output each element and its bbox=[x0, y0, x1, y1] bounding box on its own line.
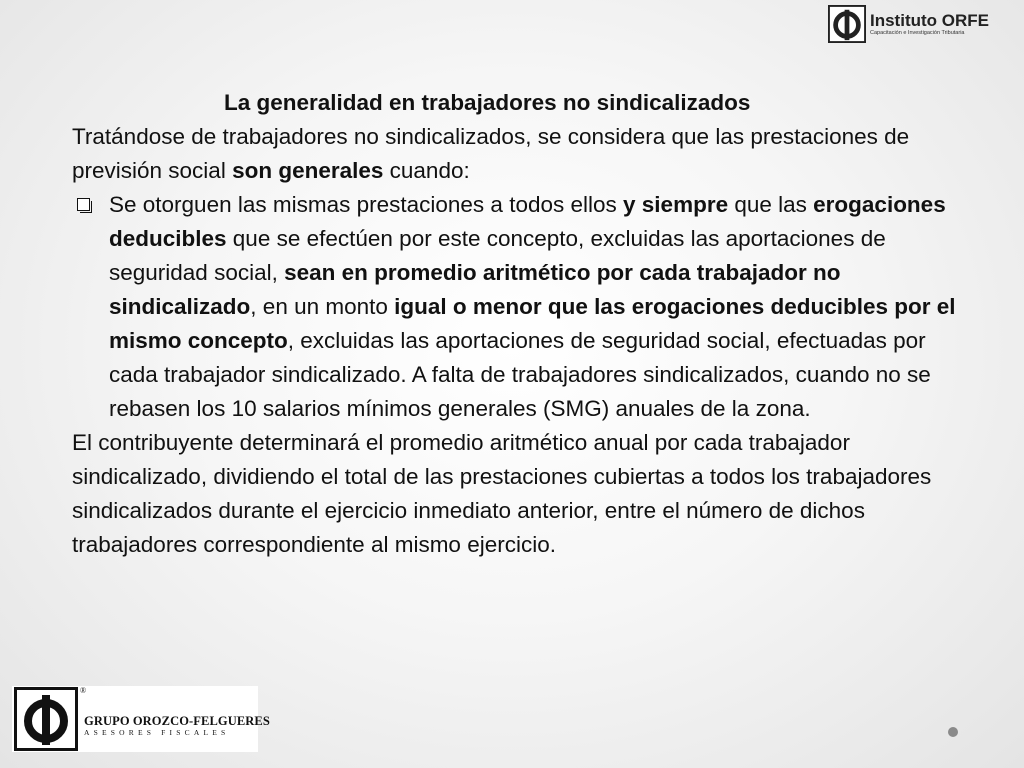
orfe-tagline: Capacitación e Investigación Tributaria bbox=[870, 29, 965, 36]
phi-emblem-icon bbox=[14, 687, 78, 751]
checkbox-bullet-icon bbox=[77, 198, 90, 211]
bullet-bold-1: y siempre bbox=[623, 192, 729, 217]
bullet-item bbox=[72, 188, 972, 426]
intro-bold-1: son generales bbox=[232, 158, 384, 183]
intro-paragraph bbox=[72, 120, 972, 188]
slide-content bbox=[72, 86, 972, 562]
bullet-bold-2: erogaciones deducibles bbox=[109, 192, 946, 251]
grupo-orozco-felgueres-logo bbox=[12, 686, 270, 752]
orfe-name: Instituto ORFE bbox=[870, 10, 989, 30]
bullet-text-2: que las bbox=[728, 192, 814, 217]
grupo-subtitle: ASESORES FISCALES bbox=[84, 728, 230, 737]
instituto-orfe-logo bbox=[828, 4, 1018, 44]
bullet-text-4: , en un monto bbox=[250, 294, 395, 319]
intro-text-2: cuando: bbox=[383, 158, 470, 183]
phi-emblem-icon bbox=[828, 5, 866, 43]
bullet-text-5: , excluidas las aportaciones de seguridad social, efectuadas por cada trabajador sindicalizado. A falta de trabajadores sindicalizados, cuando no se rebasen los 10 salarios mínimos generales (SMG) anuales de la zona. bbox=[109, 328, 931, 421]
slide-title: La generalidad en trabajadores no sindicalizados bbox=[224, 90, 751, 115]
closing-paragraph: El contribuyente determinará el promedio aritmético anual por cada trabajador sindicalizado, dividiendo el total de las prestaciones cubiertas a todos los trabajadores sindicalizados durante el ejercicio inmediato anterior, entre el número de dichos trabajadores correspondiente al mismo ejercicio. bbox=[72, 430, 932, 557]
bullet-text-1: Se otorguen las mismas prestaciones a todos ellos bbox=[109, 192, 624, 217]
registered-mark: ® bbox=[80, 686, 87, 695]
bullet-text-3: que se efectúen por este concepto, excluidas las aportaciones de seguridad social, bbox=[109, 226, 886, 285]
grupo-name: GRUPO OROZCO-FELGUERES bbox=[84, 714, 270, 728]
slide-nav-dot[interactable] bbox=[948, 727, 958, 737]
bullet-bold-3: sean en promedio aritmético por cada trabajador no sindicalizado bbox=[109, 260, 841, 319]
intro-text-1: Tratándose de trabajadores no sindicalizados, se considera que las prestaciones de previsión social bbox=[72, 124, 910, 183]
bullet-bold-4: igual o menor que las erogaciones deducibles por el mismo concepto bbox=[109, 294, 956, 353]
